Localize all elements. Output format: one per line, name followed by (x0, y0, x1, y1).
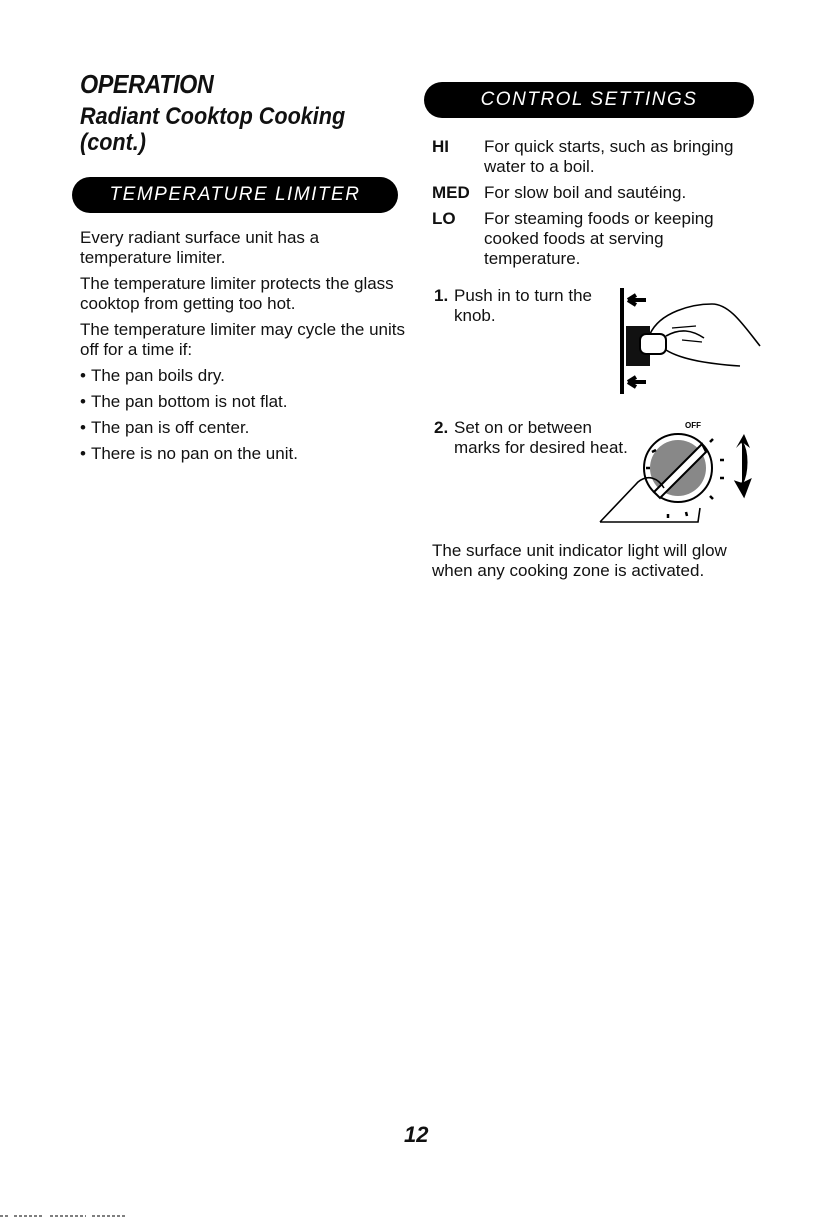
knob-off-label: OFF (685, 421, 701, 430)
control-settings-list (432, 137, 762, 275)
setting-row-med (432, 183, 762, 203)
list-item: • The pan boils dry. (80, 366, 410, 386)
setting-row-lo (432, 209, 762, 269)
list-item: • There is no pan on the unit. (80, 444, 410, 464)
page-number: 12 (404, 1122, 429, 1147)
section-subtitle (80, 104, 345, 156)
step-text: Push in to turn the knob. (454, 286, 592, 325)
step-number: 1. (434, 286, 449, 305)
page-title: OPERATION (80, 69, 214, 99)
hand-pushing-knob-icon (612, 282, 762, 400)
control-settings-banner: CONTROL SETTINGS (424, 82, 754, 118)
limiter-paragraph: The temperature limiter protects the glass cooktop from getting too hot. (80, 274, 394, 313)
temperature-limiter-section (80, 228, 410, 470)
step-number: 2. (434, 418, 449, 437)
list-item: • The pan is off center. (80, 418, 410, 438)
setting-description: For quick starts, such as bringing water to a boil. (484, 137, 734, 176)
limiter-bullet-list (80, 366, 410, 464)
setting-description: For steaming foods or keeping cooked foods at serving temperature. (484, 209, 714, 268)
hand-turning-knob-icon (560, 412, 760, 530)
subtitle-line-1: Radiant Cooktop Cooking (80, 103, 346, 130)
step-text: Set on or between marks for desired heat. (454, 418, 628, 457)
page-edge-divider (0, 1214, 130, 1218)
step-push-knob (434, 286, 614, 326)
limiter-paragraph: The temperature limiter may cycle the units off for a time if: (80, 320, 406, 359)
limiter-paragraph: Every radiant surface unit has a temperature limiter. (80, 228, 320, 267)
setting-key: MED (432, 183, 470, 202)
temperature-limiter-banner: TEMPERATURE LIMITER (72, 177, 398, 213)
setting-row-hi (432, 137, 762, 177)
subtitle-line-2: (cont.) (80, 129, 146, 156)
setting-key: HI (432, 137, 449, 156)
setting-description: For slow boil and sautéing. (484, 183, 687, 202)
indicator-light-note: The surface unit indicator light will glow when any cooking zone is activated. (432, 541, 727, 580)
list-item: • The pan bottom is not flat. (80, 392, 410, 412)
setting-key: LO (432, 209, 456, 228)
